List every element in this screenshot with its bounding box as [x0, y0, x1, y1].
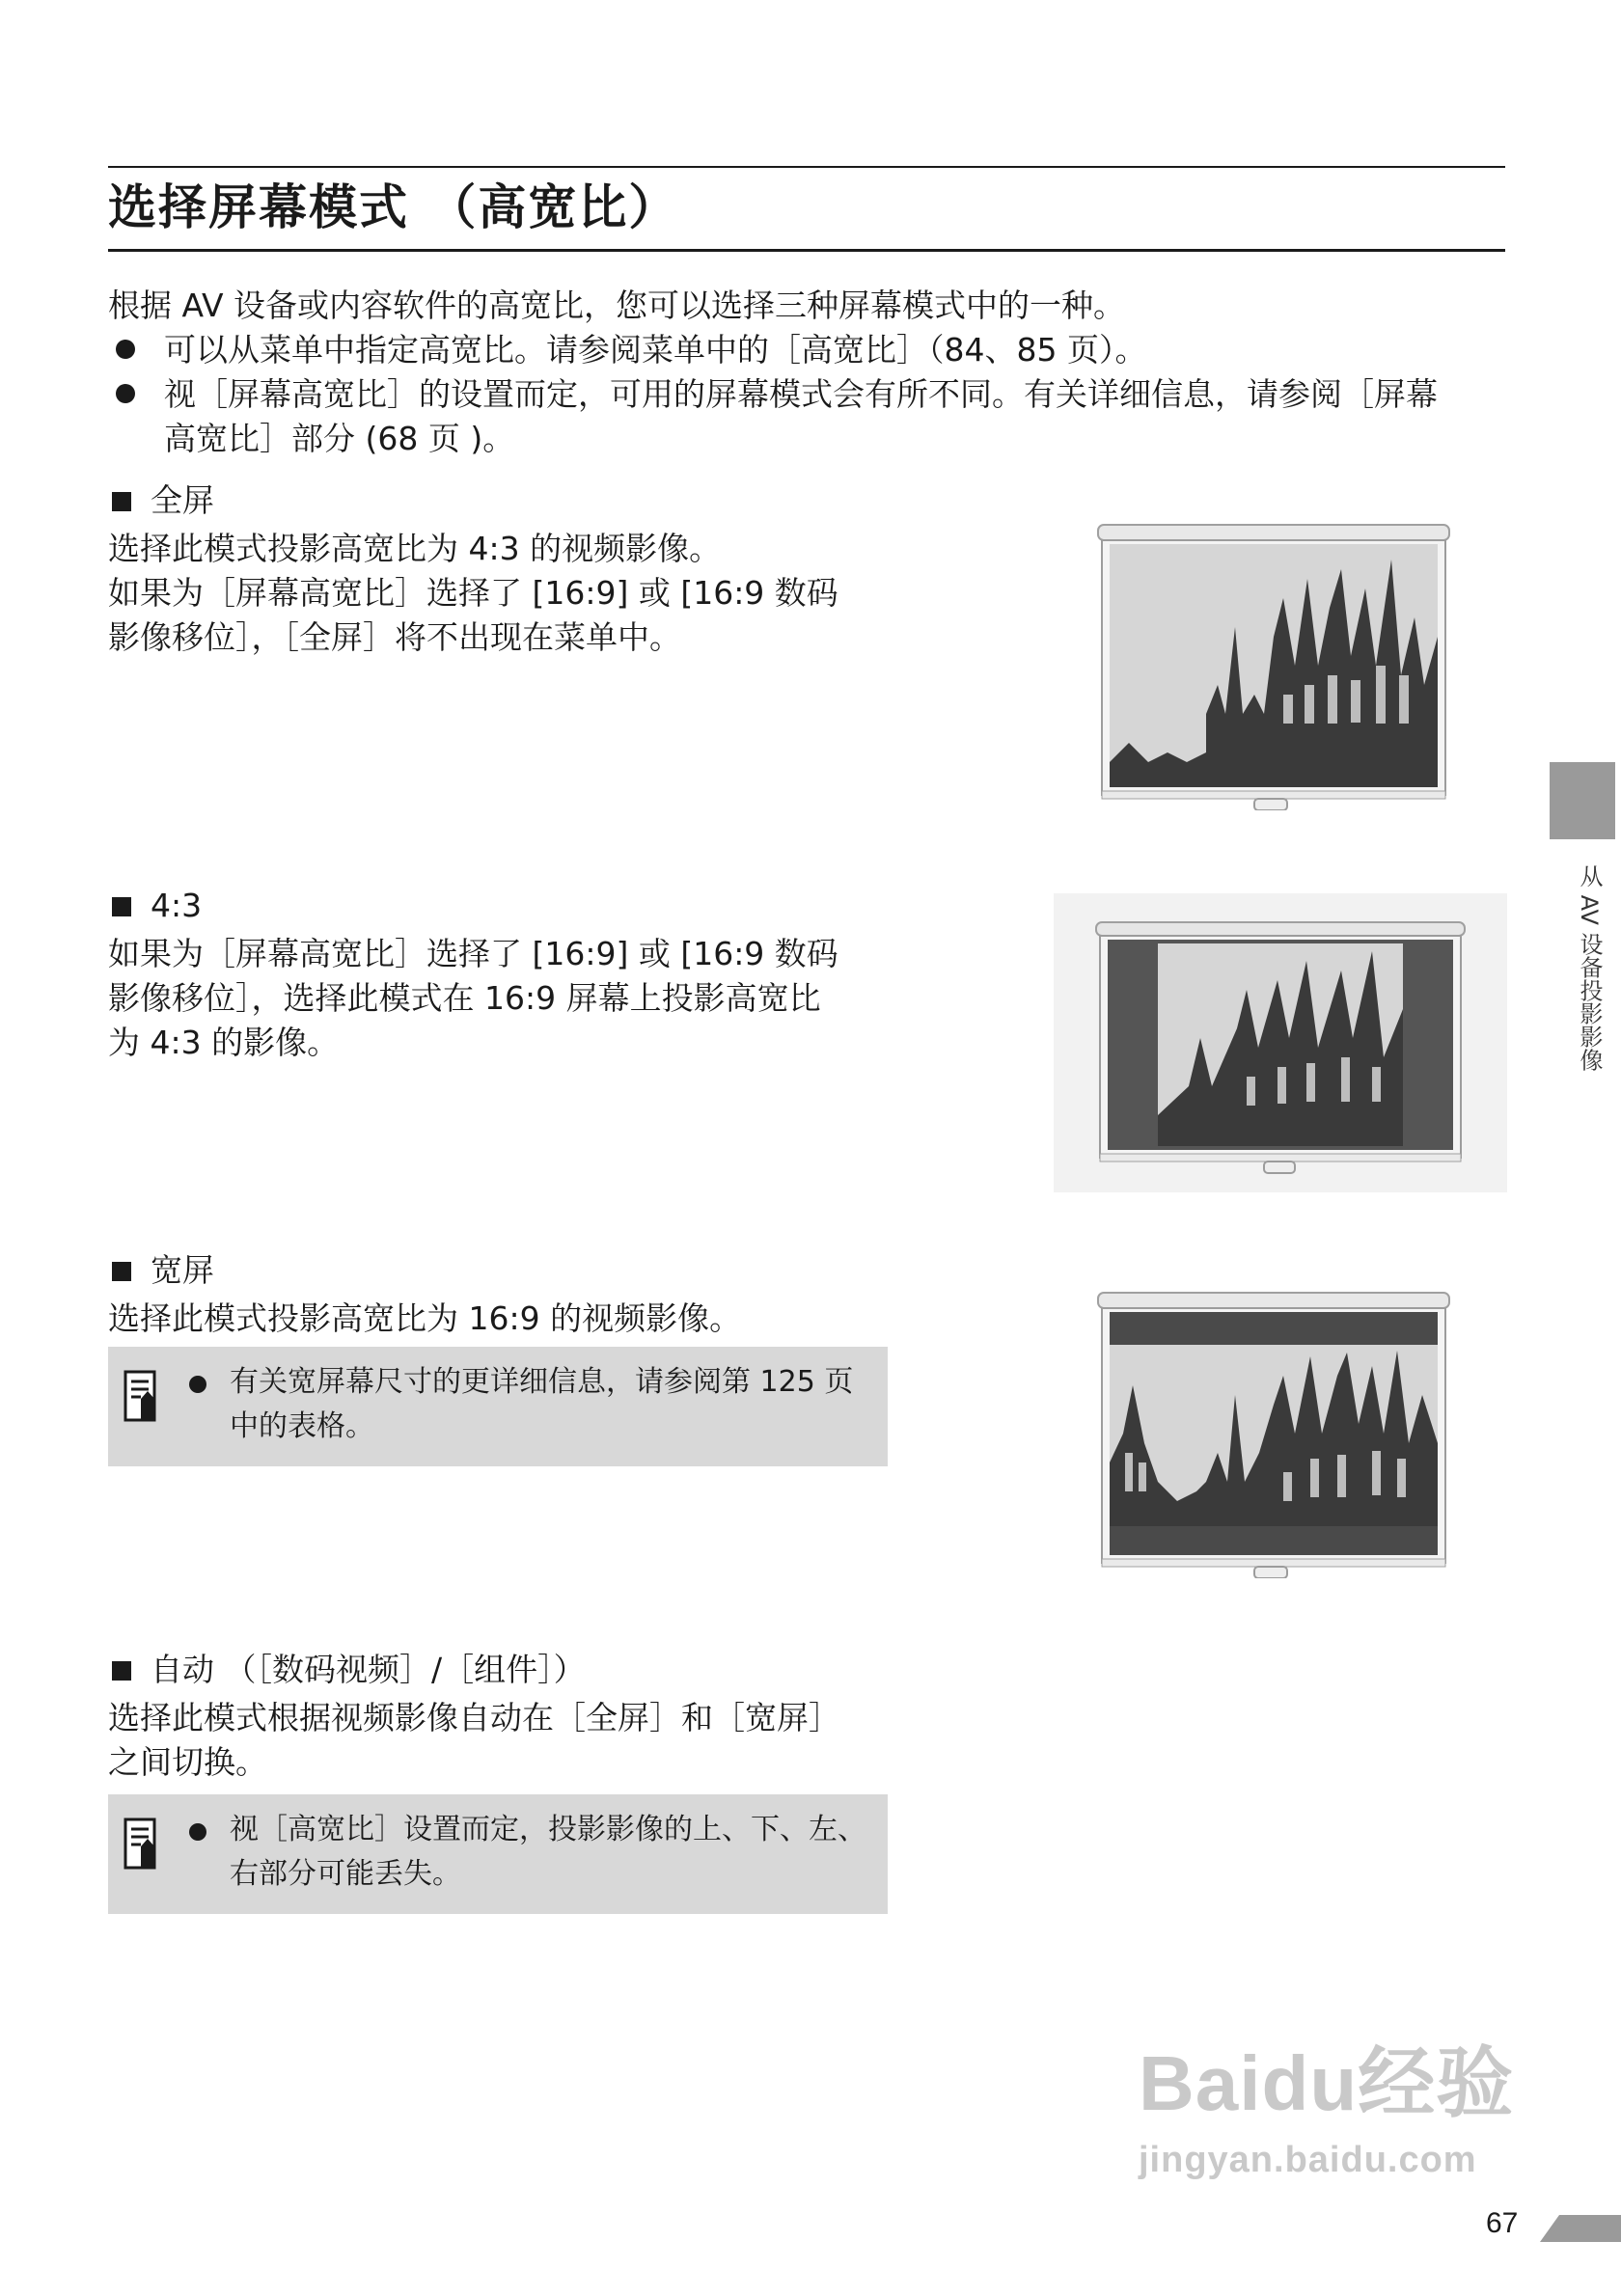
heading-fullscreen: 全屏	[151, 481, 214, 519]
section-marker	[112, 492, 131, 511]
auto-note-box	[108, 1794, 888, 1914]
bullet-dot	[116, 384, 135, 403]
chapter-tab-label: 从 AV 设备投影影像	[1576, 864, 1603, 1072]
auto-note-line-1: 视［高宽比］设置而定，投影影像的上、下、左、	[230, 1813, 866, 1846]
page-number: 67	[1486, 2207, 1519, 2239]
fullscreen-screen-illustration	[1090, 521, 1457, 810]
heading-auto: 自动 （［数码视频］/［组件］）	[151, 1651, 586, 1688]
watermark-url: jingyan.baidu.com	[1139, 2140, 1477, 2180]
auto-line-1: 选择此模式根据视频影像自动在［全屏］和［宽屏］	[108, 1699, 840, 1736]
bullet-dot	[116, 340, 135, 359]
heading-wide: 宽屏	[151, 1251, 214, 1289]
auto-line-2: 之间切换。	[108, 1743, 267, 1781]
section-marker	[112, 897, 131, 916]
note-bullet-dot	[189, 1823, 206, 1841]
intro-bullet-2-cont: 高宽比］部分 (68 页 )。	[164, 420, 515, 457]
page-corner-bar	[1540, 2215, 1621, 2242]
wide-note-line-1: 有关宽屏幕尺寸的更详细信息，请参阅第 125 页	[230, 1365, 854, 1399]
fullscreen-line-2: 如果为［屏幕高宽比］选择了 [16:9] 或 [16:9 数码	[108, 574, 838, 612]
note-icon	[120, 1370, 162, 1426]
four-three-line-1: 如果为［屏幕高宽比］选择了 [16:9] 或 [16:9 数码	[108, 935, 838, 972]
title-bottom-rule	[108, 249, 1505, 252]
watermark-main: Baidu经验	[1139, 2040, 1515, 2126]
intro-bullet-2: 视［屏幕高宽比］的设置而定，可用的屏幕模式会有所不同。有关详细信息，请参阅［屏幕	[164, 375, 1438, 413]
auto-note-line-2: 右部分可能丢失。	[230, 1857, 461, 1891]
note-icon	[120, 1818, 162, 1873]
wide-note-line-2: 中的表格。	[230, 1409, 374, 1443]
wide-line-1: 选择此模式投影高宽比为 16:9 的视频影像。	[108, 1299, 742, 1337]
fullscreen-line-1: 选择此模式投影高宽比为 4:3 的视频影像。	[108, 530, 722, 567]
wide-note-box	[108, 1347, 888, 1466]
four-three-line-3: 为 4:3 的影像。	[108, 1024, 340, 1061]
wide-screen-illustration	[1090, 1289, 1457, 1578]
baidu-watermark	[1139, 2040, 1515, 2181]
note-bullet-dot	[189, 1376, 206, 1393]
four-three-screen-illustration	[1054, 893, 1507, 1192]
chapter-tab	[1550, 762, 1615, 839]
intro-bullet-1: 可以从菜单中指定高宽比。请参阅菜单中的［高宽比］（84、85 页）。	[164, 331, 1147, 369]
fullscreen-line-3: 影像移位］，［全屏］将不出现在菜单中。	[108, 618, 681, 656]
title-top-rule	[108, 166, 1505, 168]
intro-text: 根据 AV 设备或内容软件的高宽比，您可以选择三种屏幕模式中的一种。	[108, 287, 1126, 324]
page-title: 选择屏幕模式 （高宽比）	[108, 179, 679, 235]
heading-4-3: 4:3	[151, 887, 203, 924]
section-marker	[112, 1661, 131, 1681]
four-three-line-2: 影像移位］，选择此模式在 16:9 屏幕上投影高宽比	[108, 979, 821, 1017]
section-marker	[112, 1262, 131, 1281]
